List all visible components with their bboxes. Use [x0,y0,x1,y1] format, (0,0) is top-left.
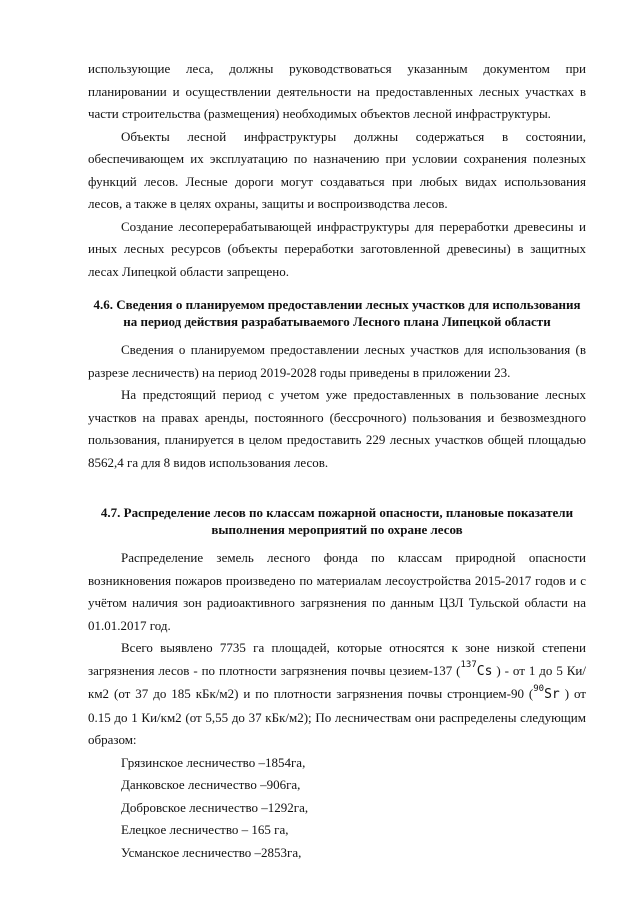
isotope-symbol: Sr [544,687,560,702]
section-heading-4-6 [88,296,586,330]
isotope-strontium [533,683,560,702]
isotope-cesium [460,660,493,679]
isotope-symbol: Cs [476,663,493,679]
paragraph-contamination [88,637,586,752]
list-item: Грязинское лесничество –1854га, [121,754,306,770]
paragraph-upcoming-period: На предстоящий период с учетом уже предоставленных в пользование лесных участков на правах аренды, постоянного (бессрочного) пользования и безвозмездного пользования, планируется в целом предоставить 229 лесных участков общей площадью 8562,4 га для 8 видов использования лесов. [88,387,586,470]
paragraph-fire-classes: Распределение земель лесного фонда по классам природной опасности возникновения пожаров произведено по материалам лесоустройства 2015-2017 годов и с учётом наличия зон радиоактивного загрязнения по данным ЦЗЛ Тульской области на 01.01.2017 год. [88,550,586,633]
paragraph-continued [88,58,586,126]
paragraph-planned-provision: Сведения о планируемом предоставлении лесных участков для использования (в разрезе лесничеств) на период 2019-2028 годы приведены в приложении 23. [88,342,586,380]
forestry-list [88,752,586,865]
text-segment: ) - от 1 до 5 Ки/км2 (от 37 до 185 кБк/м2) и по плотности загрязнения почвы стронцием-90 ( [88,662,587,701]
document-page [88,58,586,864]
heading-line: на период действия разрабатываемого Лесного плана Липецкой области [123,314,551,329]
text-segment: Всего выявлено 7735 га площадей, которые относятся к зоне низкой степени загрязнения лесов - по плотности загрязнения почвы цезием-137 ( [88,640,586,678]
isotope-mass: 90 [533,683,545,694]
list-item: Усманское лесничество –2853га, [121,844,302,860]
isotope-mass: 137 [460,660,477,671]
paragraph-rest: планировании и осуществлении деятельности на предоставленных лесных участках в части строительства (размещения) необходимых объектов лесной инфраструктуры. [88,83,586,121]
paragraph-first-line: использующие леса, должны руководствоваться указанным документом при [88,61,586,76]
list-item: Добровское лесничество –1292га, [121,799,309,815]
heading-line: выполнения мероприятий по охране лесов [211,522,463,537]
heading-line: 4.6. Сведения о планируемом предоставлении лесных участков для использования [93,297,581,312]
paragraph-processing: Создание лесоперерабатывающей инфраструктуры для переработки древесины и иных лесных ресурсов (объекты переработки заготовленной древесины) в защитных лесах Липецкой области запрещено. [88,218,586,279]
section-heading-4-7 [88,504,586,538]
list-item: Данковское лесничество –906га, [121,777,301,792]
paragraph-infrastructure: Объекты лесной инфраструктуры должны содержаться в состоянии, обеспечивающем их эксплуатацию по назначению при условии сохранения полезных функций лесов. Лесные дороги могут создаваться при любых видах использования лесов, а также в целях охраны, защиты и воспроизводства лесов. [88,128,586,211]
list-item: Елецкое лесничество – 165 га, [121,822,289,837]
text-segment: ) от 0.15 до 1 Ки/км2 (от 5,55 до 37 кБк/м2); По лесничествам они распределены следующим образом: [88,686,586,747]
heading-line: 4.7. Распределение лесов по классам пожарной опасности, плановые показатели [100,505,574,520]
